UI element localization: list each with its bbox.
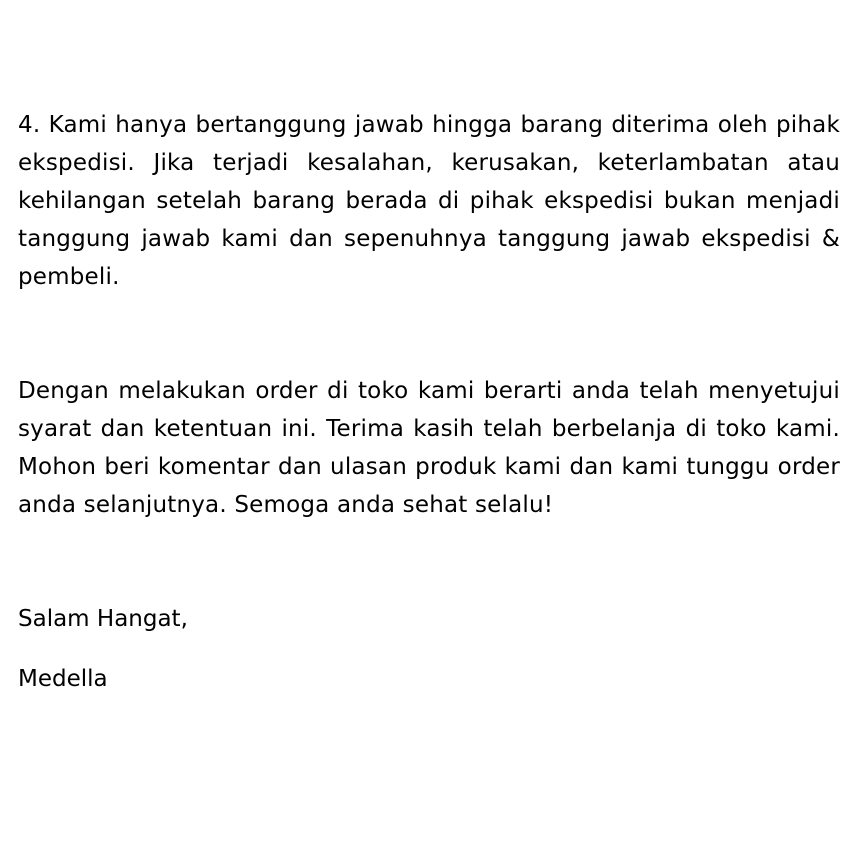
terms-paragraph-4: 4. Kami hanya bertanggung jawab hingga barang diterima oleh pihak ekspedisi. Jika terjadi kesalahan, kerusakan, keterlambatan atau kehilangan setelah barang berada di pihak ekspedisi bukan menjadi tanggung jawab kami dan sepenuhnya tanggung jawab ekspedisi & pembeli. <box>18 112 840 290</box>
signature: Medella <box>18 666 108 692</box>
spacer <box>18 638 840 660</box>
document-body <box>18 106 840 698</box>
closing-paragraph: Dengan melakukan order di toko kami berarti anda telah menyetujui syarat dan ketentuan ini. Terima kasih telah berbelanja di toko kami. Mohon beri komentar dan ulasan produk kami dan kami tunggu order anda selanjutnya. Semoga anda sehat selalu! <box>18 378 840 518</box>
salutation: Salam Hangat, <box>18 606 188 632</box>
